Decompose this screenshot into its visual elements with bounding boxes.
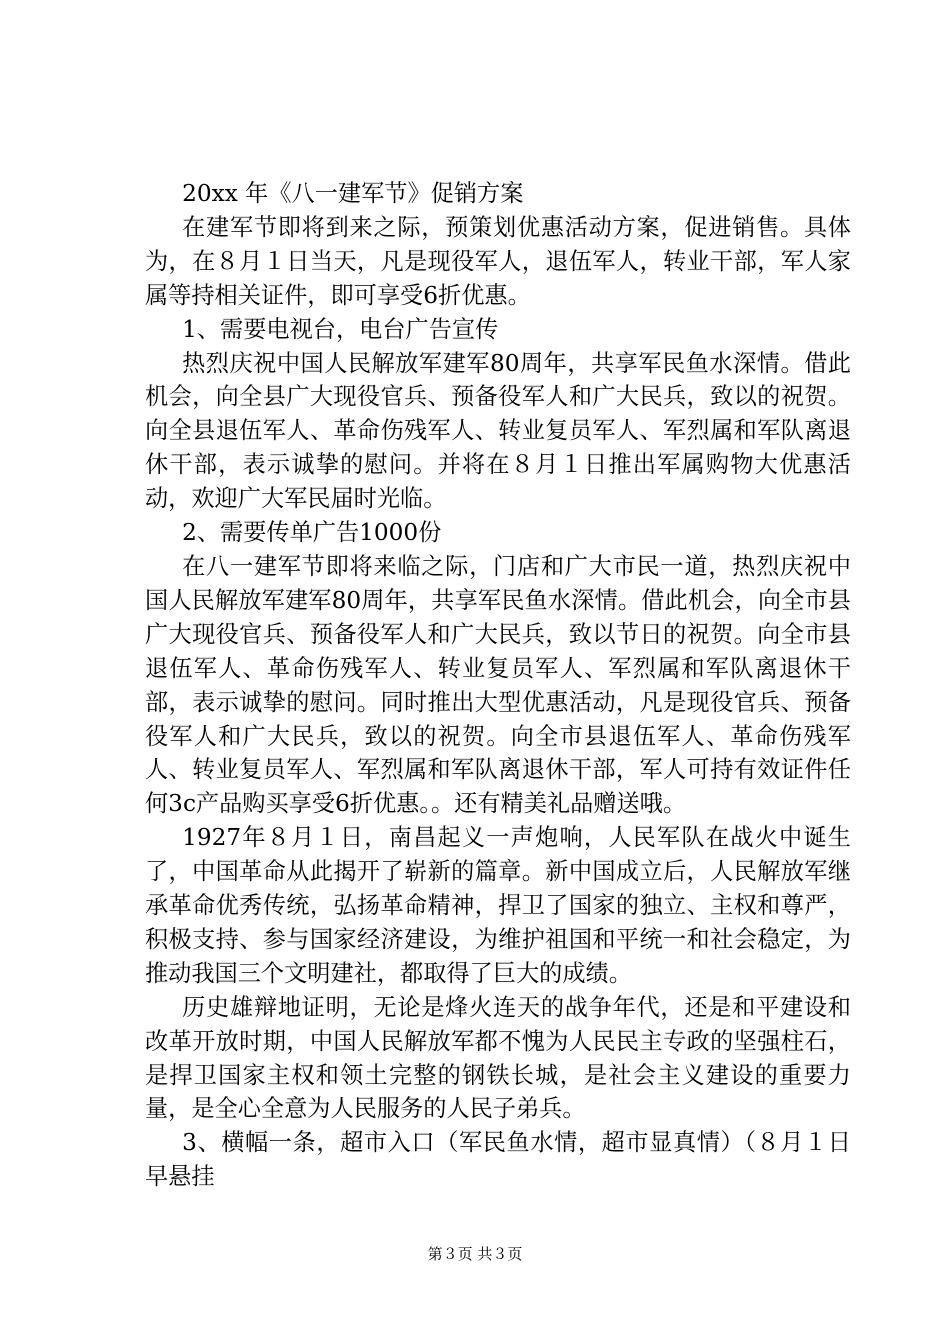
paragraph-intro: 在建军节即将到来之际，预策划优惠活动方案，促进销售。具体为，在８月１日当天，凡是现役军人，退伍军人，转业干部，军人家属等持相关证件，即可享受6折优惠。: [145, 213, 851, 309]
document-title: 20xx 年《八一建军节》促销方案: [182, 180, 524, 207]
paragraph-item-1-heading: 1、需要电视台，电台广告宣传: [182, 315, 499, 343]
paragraph-tv-radio-ad: 热烈庆祝中国人民解放军建军80周年，共享军民鱼水深情。借此机会，向全县广大现役官兵、预备役军人和广大民兵，致以的祝贺。向全县退伍军人、革命伤残军人、转业复员军人、军烈属和军队离退休干部，表示诚挚的慰问。并将在８月１日推出军属购物大优惠活动，欢迎广大军民届时光临。: [145, 349, 851, 513]
paragraph-item-2-heading: 2、需要传单广告1000份: [182, 519, 442, 547]
paragraph-history: 1927年８月１日，南昌起义一声炮响，人民军队在战火中诞生了，中国革命从此揭开了崭新的篇章。新中国成立后，人民解放军继承革命优秀传统，弘扬革命精神，捍卫了国家的独立、主权和尊严，积极支持、参与国家经济建设，为维护祖国和平统一和社会稳定，为推动我国三个文明建社，都取得了巨大的成绩。: [145, 824, 851, 987]
paragraph-flyer-ad: 在八一建军节即将来临之际，门店和广大市民一道，热烈庆祝中国人民解放军建军80周年，共享军民鱼水深情。借此机会，向全市县广大现役官兵、预备役军人和广大民兵，致以节日的祝贺。向全市县退伍军人、革命伤残军人、转业复员军人、军烈属和军队离退休干部，表示诚挚的慰问。同时推出大型优惠活动，凡是现役官兵、预备役军人和广大民兵，致以的祝贺。向全市县退伍军人、革命伤残军人、转业复员军人、军烈属和军队离退休干部，军人可持有效证件任何3c产品购买享受6折优惠。。还有精美礼品赠送哦。: [145, 552, 851, 818]
paragraph-item-3-banner: 3、横幅一条，超市入口（军民鱼水情，超市显真情）（８月１日早悬挂: [145, 1129, 851, 1191]
document-body: [145, 177, 851, 1194]
paragraph-proof: 历史雄辩地证明，无论是烽火连天的战争年代，还是和平建设和改革开放时期，中国人民解放军都不愧为人民民主专政的坚强柱石，是捍卫国家主权和领土完整的钢铁长城，是社会主义建设的重要力量，是全心全意为人民服务的人民子弟兵。: [145, 993, 851, 1123]
page-footer: 第３页 共３页: [427, 1245, 523, 1263]
